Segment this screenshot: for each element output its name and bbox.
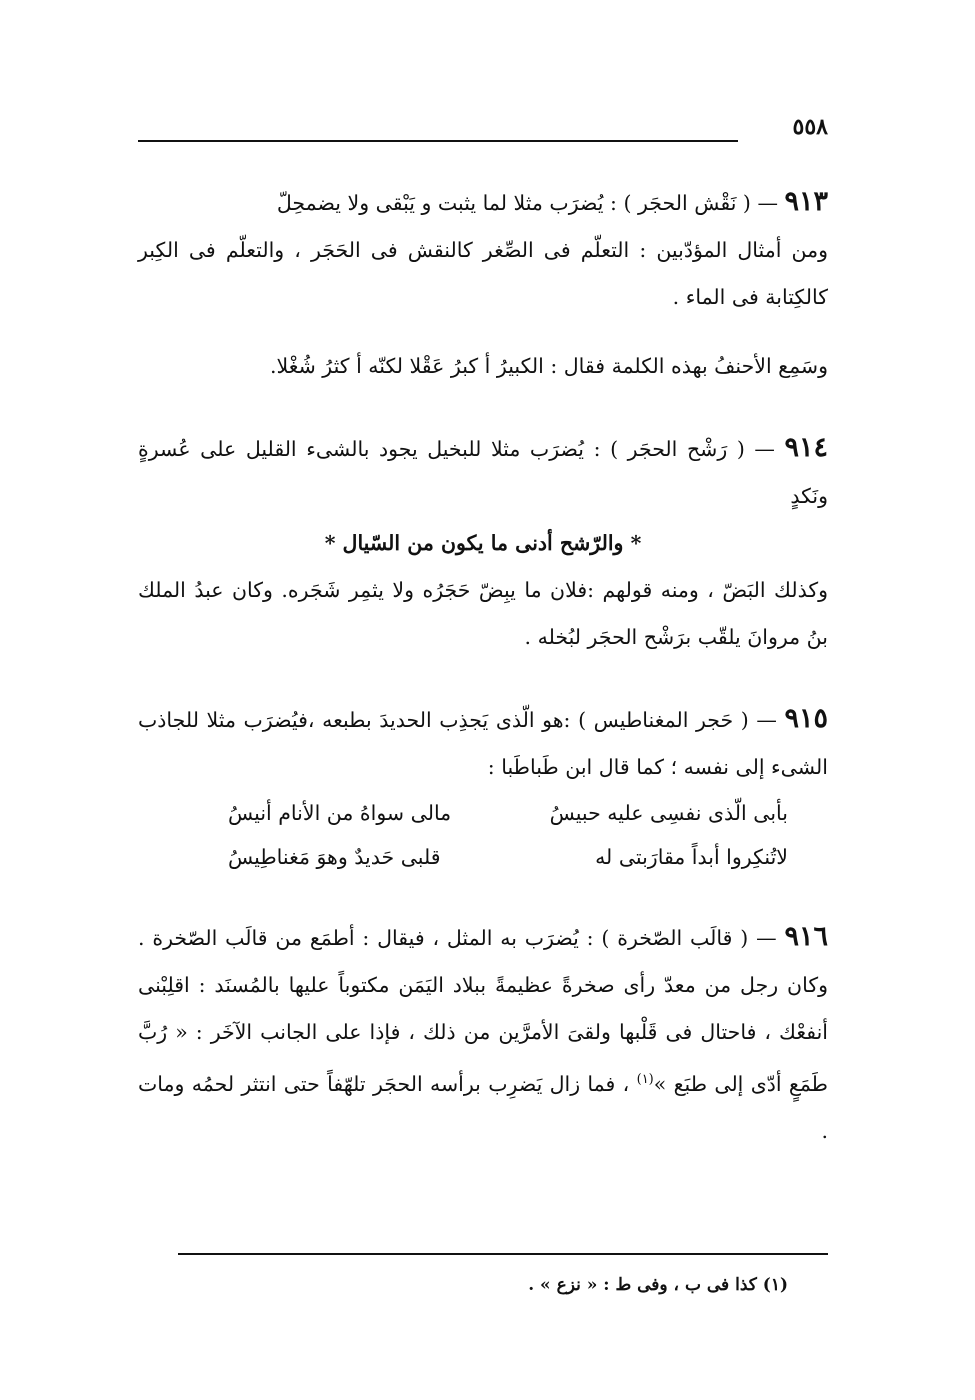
header-rule (138, 140, 738, 142)
page-body (138, 178, 828, 1155)
paragraph: وسَمِع الأحنفُ بهذه الكلمة فقال : الكبيرُ أ كبرُ عَقْلا لكنّه أ كثرُ شُغْلا. (269, 354, 828, 378)
entry-headword: ( قالَب الصّخرة ) (601, 926, 749, 950)
entry-916: ٩١٦ — ( قالَب الصّخرة ) : يُضرَب به المثل ، فيقال : أطمَع من قالَب الصّخرة . وكان رجل من معدّ رأى صخرةً عظيمةً ببلاد اليَمَن مكتوباً عليها بالمُسنَد : اقلِبْنى أنفعْك ، فاحتال فى قَلْبها ولقىَ الأمرَّين من ذلك ، فإذا على الجانب الآخَر : « رُبَّ طَمَعٍ أدّى إلى طبَع »$^{(١)}$ ، فما زال يَضرِب برأسه الحجَر تلهّفاً حتى انتثر لحمُه ومات . (138, 921, 828, 1143)
entry-text: ، فما زال يَضرِب برأسه الحجَر تلهّفاً حتى انتثر لحمُه ومات . (138, 1071, 828, 1143)
entry-915: ٩١٥ — ( حَجر المغناطيس ) :هو الّذى يَجذِب الحديدَ بطبعه ،فيُضرَب مثلا للجاذب الشىء إلى نفسه ؛ كما قال ابن طَباطَبا : (138, 703, 828, 779)
entry-text: يُضرَب مثلا لما يثبت و يَبْقى ولا يضمحِلّ (276, 191, 604, 215)
page-number: ٥٥٨ (792, 114, 828, 140)
entry-number: ٩١٤ (784, 432, 828, 463)
entry-text: يُضرَب مثلا للبخيل يجود بالشىء القليل على عُسرةٍ ونَكدٍ (138, 437, 828, 508)
entry-number: ٩١٣ (784, 186, 828, 217)
quote-line: * والرّشح أدنى ما يكون من السّيال * (324, 531, 642, 555)
entry-text: : يُضرَب به المثل ، فيقال : أطمَع من قالَب الصّخرة . وكان رجل من معدّ رأى صخرةً عظيمةً ببلاد اليَمَن مكتوباً عليها بالمُسنَد : اقلِبْنى أنفعْك ، فاحتال فى قَلْبها ولقىَ الأمرَّين من ذلك ، فإذا على الجانب الآخَر : « رُبَّ طَمَعٍ أدّى إلى طبَع » (138, 926, 828, 1096)
footnote-rule (178, 1253, 828, 1255)
entry-headword: ( نَقْش الحجَر ) (623, 191, 751, 215)
entry-text: :هو الّذى يَجذِب الحديدَ بطبعه ،فيُضرَب مثلا للجاذب الشىء إلى نفسه ؛ كما قال ابن طَباطَبا : (138, 708, 828, 779)
entry-914: ٩١٤ — ( رَشْح الحجَر ) : يُضرَب مثلا للبخيل يجود بالشىء القليل على عُسرةٍ ونَكدٍ (138, 432, 828, 508)
footnote: (١) كذا فى ب ، وفى ط : « نزع » . (528, 1275, 788, 1295)
footnote-marker[interactable]: (١) (636, 1072, 654, 1087)
paragraph: وكذلك البَضّ ، ومنه قولهم :فلان ما يبِضّ حَجَرُه ولا يثمِر شَجَره. وكان عبدُ الملك بنُ مروانَ يلقّب برَشْح الحجَر لبُخله . (138, 578, 828, 649)
page-header (138, 112, 828, 152)
verse-line (138, 791, 828, 835)
entry-number: ٩١٦ (784, 921, 828, 952)
verse-second-hemistich: قلبى حَديدٌ وهوَ مَغناطِيسُ (228, 845, 441, 869)
entry-headword: ( رَشْح الحجَر ) (610, 437, 745, 461)
entry-number: ٩١٥ (784, 703, 828, 734)
verse-first-hemistich: لاتُنكِروا أبداً مقارَبتى له (595, 845, 788, 869)
verse-second-hemistich: مالى سواهُ من الأنام أنيسُ (228, 801, 452, 825)
entry-headword: ( حَجر المغناطيس ) (578, 708, 749, 732)
verse-first-hemistich: بأبى الّذى نفسِى عليه حبيسُ (549, 801, 788, 825)
verse-line (138, 835, 828, 879)
entry-913: ٩١٣ — ( نَقْش الحجَر ) : يُضرَب مثلا لما يثبت و يَبْقى ولا يضمحِلّ (276, 186, 828, 217)
paragraph: ومن أمثال المؤدّبين : التعلّم فى الصِّغر كالنقش فى الحَجَر ، والتعلّم فى الكِبر كالكِتابة فى الماء . (138, 238, 828, 309)
